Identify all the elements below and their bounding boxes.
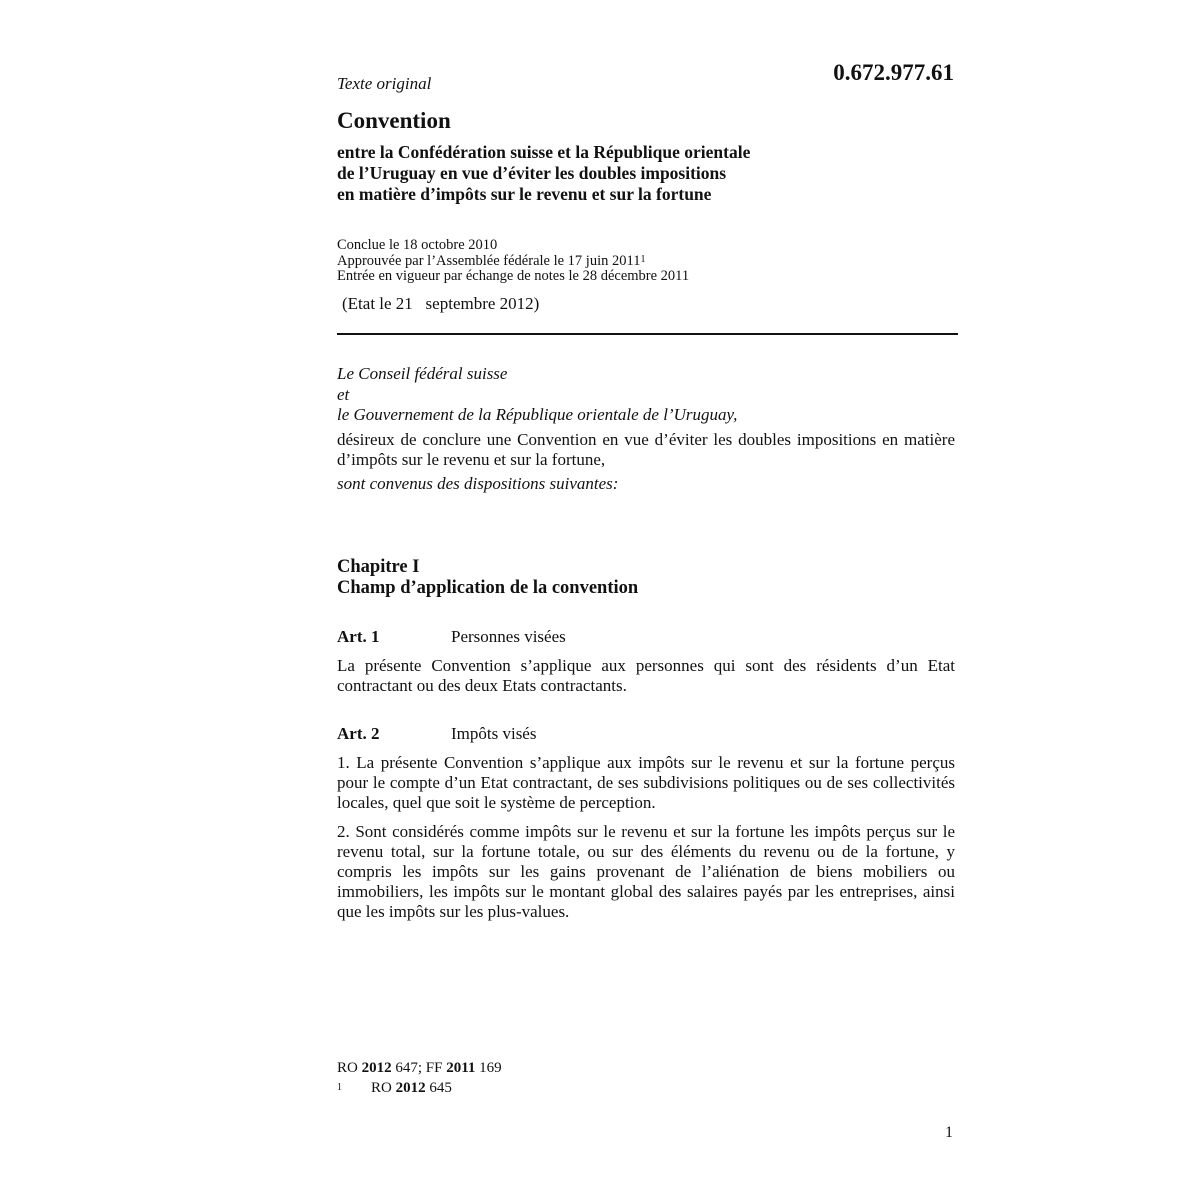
- article-paragraph: La présente Convention s’applique aux personnes qui sont des résidents d’un Etat contractant ou des deux Etats contractants.: [337, 656, 955, 695]
- chapter-number: Chapitre I: [337, 557, 420, 577]
- preamble: [337, 364, 955, 494]
- state-date: (Etat le 21 septembre 2012): [342, 294, 540, 313]
- article-heading: [337, 724, 536, 744]
- dates-block: [337, 238, 689, 285]
- footnote-year: 2011: [446, 1060, 476, 1076]
- subtitle-line: entre la Confédération suisse et la République orientale: [337, 142, 751, 162]
- footnote-text: 169: [475, 1060, 502, 1076]
- preamble-party-2: le Gouvernement de la République orientale de l’Uruguay,: [337, 405, 738, 424]
- footnote-reference[interactable]: 1: [640, 253, 646, 265]
- preamble-body: désireux de conclure une Convention en vue d’éviter les doubles impositions en matière d’impôts sur le revenu et sur la fortune,: [337, 429, 955, 469]
- horizontal-rule: [337, 333, 958, 335]
- footnote-1: [337, 1078, 502, 1098]
- subtitle-line: en matière d’impôts sur le revenu et sur la fortune: [337, 184, 712, 204]
- preamble-conjunction: et: [337, 384, 350, 404]
- article-title: Impôts visés: [451, 724, 537, 743]
- footnotes: [337, 1058, 502, 1098]
- footnote-text: RO: [337, 1060, 362, 1076]
- article-number: Art. 2: [337, 724, 380, 743]
- article-title: Personnes visées: [451, 627, 566, 646]
- chapter-heading: [337, 557, 638, 599]
- chapter-title: Champ d’application de la convention: [337, 578, 639, 598]
- footnote-text: 647; FF: [391, 1060, 447, 1076]
- article-number: Art. 1: [337, 627, 380, 646]
- page-number: 1: [945, 1124, 953, 1141]
- footnote-year: 2012: [361, 1060, 392, 1076]
- sr-number: 0.672.977.61: [833, 60, 954, 85]
- date-approved: Approuvée par l’Assemblée fédérale le 17 juin 2011: [337, 252, 641, 269]
- footnote-source: [337, 1058, 502, 1078]
- preamble-party-1: Le Conseil fédéral suisse: [337, 364, 508, 383]
- date-in-force: Entrée en vigueur par échange de notes le 28 décembre 2011: [337, 268, 690, 284]
- subtitle-line: de l’Uruguay en vue d’éviter les doubles impositions: [337, 163, 727, 183]
- article-paragraph: 2. Sont considérés comme impôts sur le revenu et sur la fortune les impôts perçus sur le revenu total, sur la fortune totale, ou sur des éléments du revenu ou de la fortune, y compris les impôts sur les gains provenant de l’aliénation de biens mobiliers ou immobiliers, les impôts sur le montant global des salaires payés par les entreprises, ainsi que les impôts sur les plus-values.: [337, 822, 955, 921]
- document-label: Texte original: [337, 74, 432, 93]
- footnote-year: 2012: [395, 1080, 426, 1096]
- preamble-closing: sont convenus des dispositions suivantes:: [337, 473, 619, 493]
- document-title: Convention: [337, 108, 451, 133]
- footnote-mark: 1: [337, 1082, 342, 1093]
- date-concluded: Conclue le 18 octobre 2010: [337, 237, 498, 253]
- article-heading: [337, 627, 566, 647]
- date-approved-line: [337, 254, 689, 270]
- document-subtitle: [337, 142, 897, 205]
- article-paragraph: 1. La présente Convention s’applique aux impôts sur le revenu et sur la fortune perçus pour le compte d’un Etat contractant, de ses subdivisions politiques ou de ses collectivités locales, quel que soit le système de perception.: [337, 753, 955, 812]
- footnote-text: 645: [425, 1080, 452, 1096]
- footnote-text: RO: [371, 1080, 396, 1096]
